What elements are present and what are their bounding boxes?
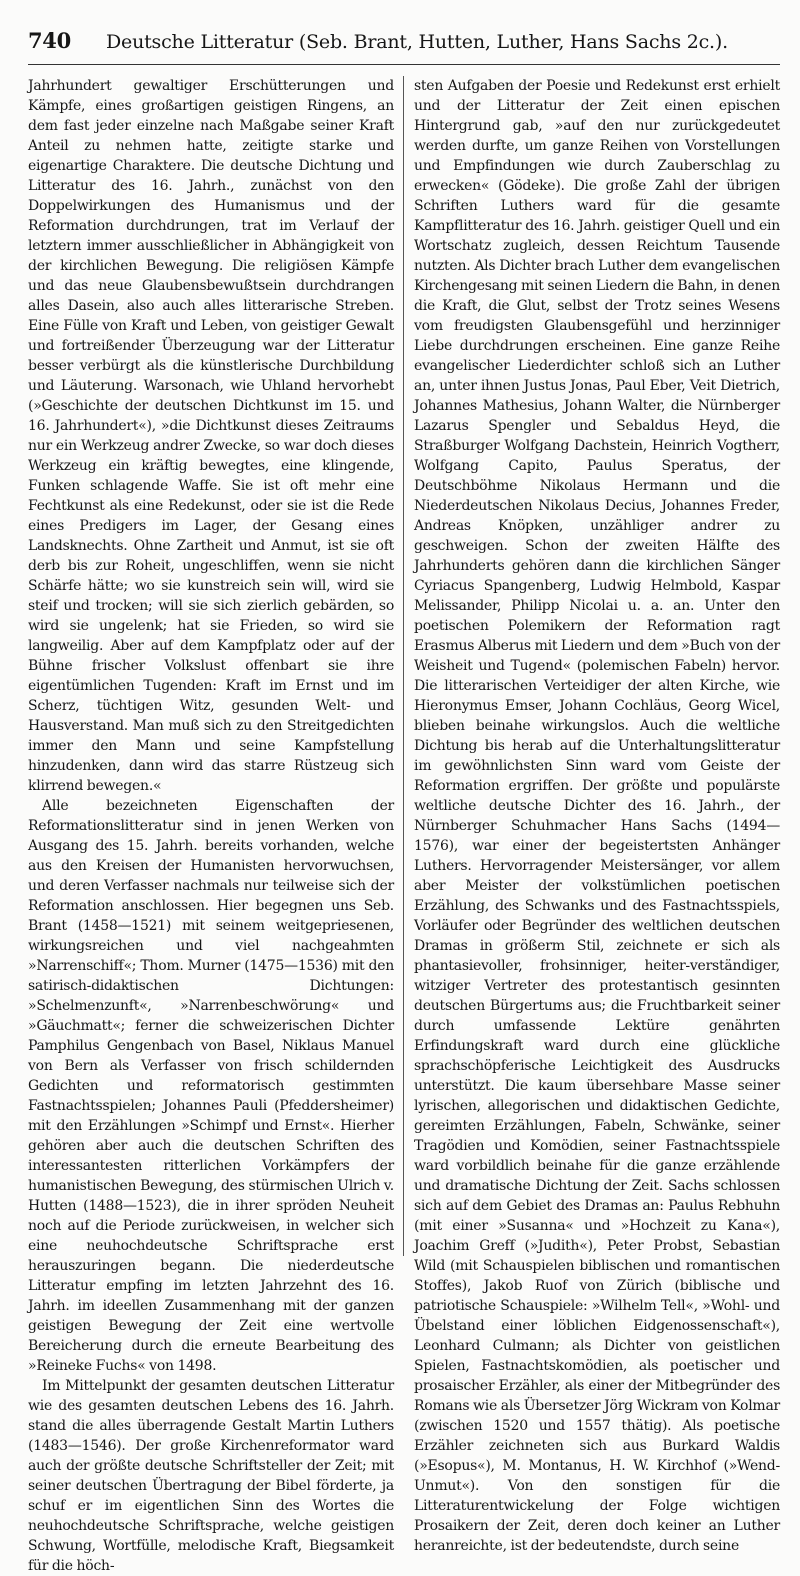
page xyxy=(28,28,781,1574)
left-column xyxy=(28,76,394,1574)
column-divider xyxy=(403,76,404,1256)
page-number: 740 xyxy=(28,28,71,53)
right-column xyxy=(414,76,781,1554)
page-header xyxy=(28,28,780,65)
paragraph: Im Mittelpunkt der gesamten deutschen Litteratur wie des gesamten deutschen Lebens des 16. Jahrh. stand die alles überragende Gestalt Martin Luthers (1483—1546). Der große Kirchenreformator ward auch der größte deutsche Schriftsteller der Zeit; mit seiner deutschen Übertragung der Bibel förderte, ja schuf er im eigentlichen Sinn des Wortes die neuhochdeutsche Schriftsprache, welche geistigen Schwung, Wortfülle, melodische Kraft, Biegsamkeit für die höch- xyxy=(28,1378,394,1574)
paragraph: sten Aufgaben der Poesie und Redekunst erst erhielt und der Litteratur der Zeit einen epischen Hintergrund gab, »auf den nur zurückgedeutet werden durfte, um ganze Reihen von Vorstellungen und Empfindungen wie durch Zauberschlag zu erwecken« (Gödeke). Die große Zahl der übrigen Schriften Luthers ward für die gesamte Kampflitteratur des 16. Jahrh. geistiger Quell und ein Wortschatz zugleich, dessen Reichtum Tausende nutzten. Als Dichter brach Luther dem evangelischen Kirchengesang mit seinen Liedern die Bahn, in denen die Kraft, die Glut, selbst der Trotz seines Wesens vom freudigsten Glaubensgefühl und herzinniger Liebe durchdrungen erscheinen. Eine ganze Reihe evangelischer Liederdichter schloß sich an Luther an, unter ihnen Justus Jonas, Paul Eber, Veit Dietrich, Johannes Mathesius, Johann Walter, die Nürnberger Lazarus Spengler und Sebaldus Heyd, die Straßburger Wolfgang Dachstein, Heinrich Vogtherr, Wolfgang Capito, Paulus Speratus, der Deutschböhme Nikolaus Hermann und die Niederdeutschen Nikolaus Decius, Johannes Freder, Andreas Knöpken, unzähliger andrer zu geschweigen. Schon der zweiten Hälfte des Jahrhunderts gehören dann die kirchlichen Sänger Cyriacus Spangenberg, Ludwig Helmbold, Kaspar Melissander, Philipp Nicolai u. a. an. Unter den poetischen Polemikern der Reformation ragt Erasmus Alberus mit Liedern und dem »Buch von der Weisheit und Tugend« (polemischen Fabeln) hervor. Die litterarischen Verteidiger der alten Kirche, wie Hieronymus Emser, Johann Cochläus, Georg Wicel, blieben beinahe wirkungslos. Auch die weltliche Dichtung bis herab auf die Unterhaltungslitteratur im gewöhnlichsten Sinn ward vom Geiste der Reformation ergriffen. Der größte und populärste weltliche deutsche Dichter des 16. Jahrh., der Nürnberger Schuhmacher Hans Sachs (1494—1576), war einer der begeistertsten Anhänger Luthers. Hervorragender Meistersänger, vor allem aber Meister der volkstümlichen poetischen Erzählung, des Schwanks und des Fastnachtsspiels, Vorläufer oder Begründer des weltlichen deutschen Dramas in größerm Stil, zeichnete er sich als phantasievoller, frohsinniger, heiter-verständiger, witziger Vertreter des protestantisch gesinnten deutschen Bürgertums aus; die Fruchtbarkeit seiner durch umfassende Lektüre genährten Erfindungskraft ward durch eine glückliche sprachschöpferische Leichtigkeit des Ausdrucks unterstützt. Die kaum übersehbare Masse seiner lyrischen, allegorischen und didaktischen Gedichte, gereimten Erzählungen, Fabeln, Schwänke, seiner Tragödien und Komödien, seiner Fastnachtsspiele ward vorbildlich beinahe für die ganze erzählende und dramatische Dichtung der Zeit. Sachs schlossen sich auf dem Gebiet des Dramas an: Paulus Rebhuhn (mit einer »Susanna« und »Hochzeit zu Kana«), Joachim Greff (»Judith«), Peter Probst, Sebastian Wild (mit Schauspielen biblischen und romantischen Stoffes), Jakob Ruof von Zürich (biblische und patriotische Schauspiele: »Wilhelm Tell«, »Wohl- und Übelstand einer löblichen Eidgenossenschaft«), Leonhard Culmann; als Dichter von geistlichen Spielen, Fastnachtskomödien, als poetischer und prosaischer Erzähler, als einer der Mitbegründer des Romans wie als Übersetzer Jörg Wickram von Kolmar (zwischen 1520 und 1557 thätig). Als poetische Erzähler zeichneten sich aus Burkard Waldis (»Esopus«), M. Montanus, H. W. Kirchhof (»Wend-Unmut«). Von den sonstigen für die Litteraturentwickelung der Folge wichtigen Prosaikern der Zeit, deren doch keiner an Luther heranreichte, ist der bedeutendste, durch seine xyxy=(414,78,781,1554)
running-title: Deutsche Litteratur (Seb. Brant, Hutten, Luther, Hans Sachs 2c.). xyxy=(106,31,728,53)
paragraph: Alle bezeichneten Eigenschaften der Reformationslitteratur sind in jenen Werken von Ausgang des 15. Jahrh. bereits vorhanden, welche aus den Kreisen der Humanisten hervorwuchsen, und deren Verfasser nachmals nur teilweise sich der Reformation anschlossen. Hier begegnen uns Seb. Brant (1458—1521) mit seinem weitgepriesenen, wirkungsreichen und viel nachgeahmten »Narrenschiff«; Thom. Murner (1475—1536) mit den satirisch-didaktischen Dichtungen: »Schelmenzunft«, »Narrenbeschwörung« und »Gäuchmatt«; ferner die schweizerischen Dichter Pamphilus Gengenbach von Basel, Niklaus Manuel von Bern als Verfasser von frisch schildernden Gedichten und reformatorisch gestimmten Fastnachtsspielen; Johannes Pauli (Pfeddersheimer) mit den Erzählungen »Schimpf und Ernst«. Hierher gehören aber auch die deutschen Schriften des interessantesten ritterlichen Vorkämpfers der humanistischen Bewegung, des stürmischen Ulrich v. Hutten (1488—1523), die in ihrer spröden Neuheit noch auf die Periode zurückweisen, in welcher sich eine neuhochdeutsche Schriftsprache erst herauszuringen begann. Die niederdeutsche Litteratur empfing im letzten Jahrzehnt des 16. Jahrh. im ideellen Zusammenhang mit der ganzen geistigen Bewegung der Zeit eine wertvolle Bereicherung durch die erneute Bearbeitung des »Reineke Fuchs« von 1498. xyxy=(28,798,394,1374)
paragraph: Jahrhundert gewaltiger Erschütterungen und Kämpfe, eines großartigen geistigen Ringens, an dem fast jeder einzelne nach Maßgabe seiner Kraft Anteil zu nehmen hatte, zeitigte starke und eigenartige Charaktere. Die deutsche Dichtung und Litteratur des 16. Jahrh., zunächst von den Doppelwirkungen des Humanismus und der Reformation durchdrungen, trat im Verlauf der letztern immer ausschließlicher in Abhängigkeit von der kirchlichen Bewegung. Die religiösen Kämpfe und das neue Glaubensbewußtsein durchdrangen alles Dasein, also auch alles litterarische Streben. Eine Fülle von Kraft und Leben, von geistiger Gewalt und fortreißender Überzeugung war der Litteratur besser verbürgt als die künstlerische Durchbildung und Läuterung. Warsonach, wie Uhland hervorhebt (»Geschichte der deutschen Dichtkunst im 15. und 16. Jahrhundert«), »die Dichtkunst dieses Zeitraums nur ein Werkzeug andrer Zwecke, so war doch dieses Werkzeug ein kräftig bewegtes, eine klingende, Funken schlagende Waffe. Sie ist oft mehr eine Fechtkunst als eine Redekunst, oder sie ist die Rede eines Predigers im Lager, der Gesang eines Landsknechts. Ohne Zartheit und Anmut, ist sie oft derb bis zur Roheit, ungeschliffen, wenn sie nicht Schärfe hätte; wo sie kunstreich sein will, wird sie steif und trocken; will sie sich zierlich gebärden, so wird sie ungelenk; hat sie Frieden, so wird sie langweilig. Aber auf dem Kampfplatz oder auf der Bühne frischer Volkslust offenbart sie ihre eigentümlichen Tugenden: Kraft im Ernst und im Scherz, tüchtigen Witz, gesunden Welt- und Hausverstand. Man muß sich zu den Streitgedichten immer den Mann und seine Kampfstellung hinzudenken, dann wird das starre Rüstzeug sich klirrend bewegen.« xyxy=(28,78,394,794)
text-columns xyxy=(28,76,781,1574)
